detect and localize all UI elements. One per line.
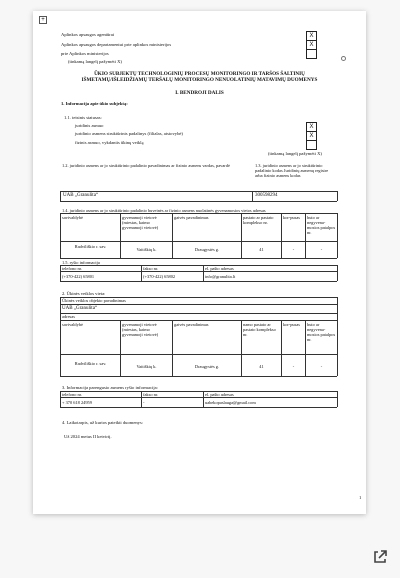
address-header-municipality: savivaldybė	[62, 215, 83, 220]
object-settlement: Vaitiškių k.	[136, 364, 157, 369]
object-street: Draugystės g.	[194, 364, 220, 369]
section-3-heading: 3. Informacija parengusio asmens ryšio informacija:	[62, 385, 158, 390]
preparer-header-fax: fakso nr.	[143, 392, 159, 397]
open-external-icon[interactable]	[372, 549, 388, 565]
document-page	[33, 11, 366, 514]
section-title: I. BENDROJI DALIS	[175, 90, 224, 96]
company-code: 300598294	[255, 193, 278, 198]
preparer-fax: -	[143, 400, 145, 405]
address-header-apartment: buto ar negyvena-mosios patalpos nr.	[307, 215, 336, 235]
object-address-label: adresas	[62, 314, 75, 319]
addressee-checkbox-2[interactable]: X	[306, 40, 317, 50]
reporting-period: Už 2024 metus II ketvirtį.	[64, 434, 112, 439]
addressee-1: Aplinkos apsaugos agentūrai	[61, 32, 115, 37]
preparer-header-phone: telefono nr.	[62, 392, 82, 397]
section-2-heading: 2. Ūkinės veiklos vieta:	[62, 291, 106, 296]
section-1-heading: 1. Informacija apie ūkio subjektą:	[61, 101, 128, 106]
object-municipality: Radviliškio r. sav.	[74, 361, 107, 366]
object-name: UAB „Granulita“	[62, 306, 98, 311]
title-line-1: ŪKIO SUBJEKTŲ TECHNOLOGINIŲ PROCESŲ MONITORINGO IR TARŠOS ŠALTINIŲ	[94, 71, 305, 77]
addressee-3: prie Aplinkos ministerijos	[61, 51, 109, 56]
mark-hint: (tinkamą langelį pažymėti X)	[68, 59, 122, 64]
address-header-building: pastato ar pastato komplekso nr.	[243, 215, 274, 225]
preparer-header-email: el. pašto adresas	[205, 392, 234, 397]
addressee-checkbox-3[interactable]	[306, 49, 317, 59]
status-checkbox-3[interactable]	[306, 140, 317, 150]
address-header-corpus: kor-pusas	[283, 215, 300, 220]
contact-header-fax: fakso nr.	[143, 266, 159, 271]
status-natural-person: fizinis asmuo, vykdantis ūkinę veiklą	[75, 140, 144, 145]
address-apartment: -	[320, 247, 323, 252]
address-corpus: -	[292, 247, 295, 252]
status-label: 1.1. teisinis statusas:	[64, 115, 102, 120]
circle-icon	[341, 56, 346, 61]
title-line-2: IŠMETAMŲ/IŠLEIDŽIAMŲ TERŠALŲ MONITORINGO NENUOLATINIŲ MATAVIMŲ DUOMENYS	[81, 77, 318, 83]
object-corpus: -	[292, 364, 295, 369]
contact-header-email: el. pašto adresas	[205, 266, 234, 271]
object-label: Ūkinės veiklos objekto pavadinimas	[62, 298, 126, 303]
address-header-settlement: gyvenamoji vietovė (miestas, kaimo gyvenamoji vietovė)	[122, 215, 159, 230]
contact-label: 1.5. ryšio informacija	[62, 260, 100, 265]
section-4-heading: 4. Laikotarpis, už kurios pateikti duomenys:	[62, 420, 144, 425]
object-header-building: namo pastato ar pastato komplekso nr.	[243, 322, 276, 337]
preparer-phone: + 370 618 24959	[62, 400, 92, 405]
contact-fax: (+370-422) 65802	[143, 274, 176, 279]
addressee-checkbox-1[interactable]: X	[306, 31, 317, 41]
object-header-apartment: buto ar negyvena-mosios patalpos nr.	[307, 322, 336, 342]
object-header-street: gatvės pavadinimas	[174, 322, 209, 327]
addressee-2: Aplinkos apsaugos departamentui prie aplinkos ministerijos	[61, 42, 172, 47]
contact-email[interactable]: info@granulita.lt	[205, 274, 236, 279]
status-checkbox-1[interactable]: X	[306, 122, 317, 132]
status-mark-hint: (tinkamą langelį pažymėti X)	[268, 151, 322, 156]
status-checkbox-2[interactable]: X	[306, 131, 317, 141]
code-label: 1.3. juridinio asmens ar jo struktūrinio padalinio kodas Juridinių asmenų registre arba fizinio asmens kodas	[255, 163, 329, 178]
object-header-settlement: gyvenamoji vietovė (miestas, kaimo gyvenamoji vietovė)	[122, 322, 159, 337]
address-settlement: Vaitiškių k.	[136, 247, 157, 252]
object-header-corpus: kor-pusas	[283, 322, 300, 327]
company-name: UAB „Granulita“	[63, 193, 99, 198]
address-municipality: Radviliškio r. sav.	[74, 244, 107, 249]
address-building: 41	[259, 247, 264, 252]
name-label: 1.2. juridinio asmens ar jo struktūrinio padalinio pavadinimas ar fizinio asmens vardas, pavardė	[62, 163, 230, 168]
preparer-email[interactable]: uabekopaslauga@gmail.com	[205, 400, 256, 405]
contact-phone: (+370-422) 65801	[62, 274, 95, 279]
status-legal-entity: juridinis asmuo	[75, 123, 104, 128]
contact-header-phone: telefono nr.	[62, 266, 82, 271]
expand-icon[interactable]: +	[39, 16, 47, 24]
address-street: Draugystės g.	[194, 247, 220, 252]
page-number: 1	[359, 495, 362, 500]
object-apartment: -	[320, 364, 323, 369]
status-branch: juridinio asmens struktūrinis padalinys (filialas, atstovybė)	[75, 131, 183, 136]
address-header-street: gatvės pavadinimas	[174, 215, 209, 220]
address-label: 1.4. juridinio asmens ar jo struktūrinio padalinio buveinės ar fizinio asmens nuolatinės gyvenamosios vietos adresas	[62, 208, 266, 213]
object-header-municipality: savivaldybė	[62, 322, 83, 327]
object-building: 41	[259, 364, 264, 369]
